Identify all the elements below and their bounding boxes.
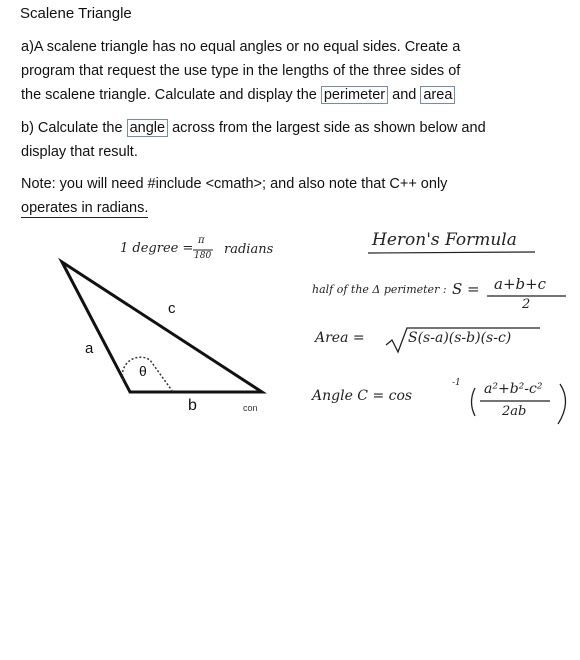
degree-180: 180 <box>194 251 212 261</box>
angle-denominator: 2ab <box>502 404 527 419</box>
note-line-2-text: operates in radians. <box>21 200 149 216</box>
half-perimeter-label: half of the Δ perimeter : <box>312 283 447 296</box>
part-b-pre: b) Calculate the <box>21 120 127 136</box>
angle-arc <box>122 357 173 392</box>
area-label: Area = <box>315 330 365 346</box>
area-highlight: area <box>420 86 455 104</box>
label-a: a <box>85 340 94 357</box>
label-c: c <box>168 300 176 317</box>
label-b: b <box>188 397 197 414</box>
s-numerator: a+b+c <box>494 275 547 293</box>
left-paren <box>472 388 476 416</box>
label-theta: θ <box>139 363 147 379</box>
radians-label: radians <box>224 242 274 257</box>
angle-label: Angle C = cos <box>312 388 413 404</box>
angle-numerator: a²+b²-c² <box>484 381 543 397</box>
right-paren <box>558 384 566 424</box>
triangle-shape <box>62 262 262 392</box>
note-line-1: Note: you will need #include <cmath>; and also note that C++ only <box>21 176 448 192</box>
part-a-line-2: program that request the use type in the lengths of the three sides of <box>21 63 461 79</box>
heron-underline <box>368 252 535 253</box>
and-text: and <box>388 87 421 103</box>
part-b-line-2: display that result. <box>21 144 138 160</box>
part-b-post: across from the largest side as shown below and <box>168 120 486 136</box>
page-title: Scalene Triangle <box>20 5 132 22</box>
part-a-line-1: a)A scalene triangle has no equal angles or no equal sides. Create a <box>21 39 461 55</box>
perimeter-highlight: perimeter <box>321 86 388 104</box>
label-con: con <box>243 403 258 413</box>
degree-label: 1 degree = <box>120 241 194 256</box>
area-expression: S(s-a)(s-b)(s-c) <box>408 330 512 346</box>
heron-title: Heron's Formula <box>372 230 517 250</box>
angle-exponent: -1 <box>452 378 461 388</box>
s-equals: S = <box>452 280 480 298</box>
part-a-line-3-text: the scalene triangle. Calculate and display the <box>21 87 321 103</box>
angle-highlight: angle <box>127 119 168 137</box>
pi-symbol: π <box>198 235 205 246</box>
s-denominator: 2 <box>522 297 531 312</box>
